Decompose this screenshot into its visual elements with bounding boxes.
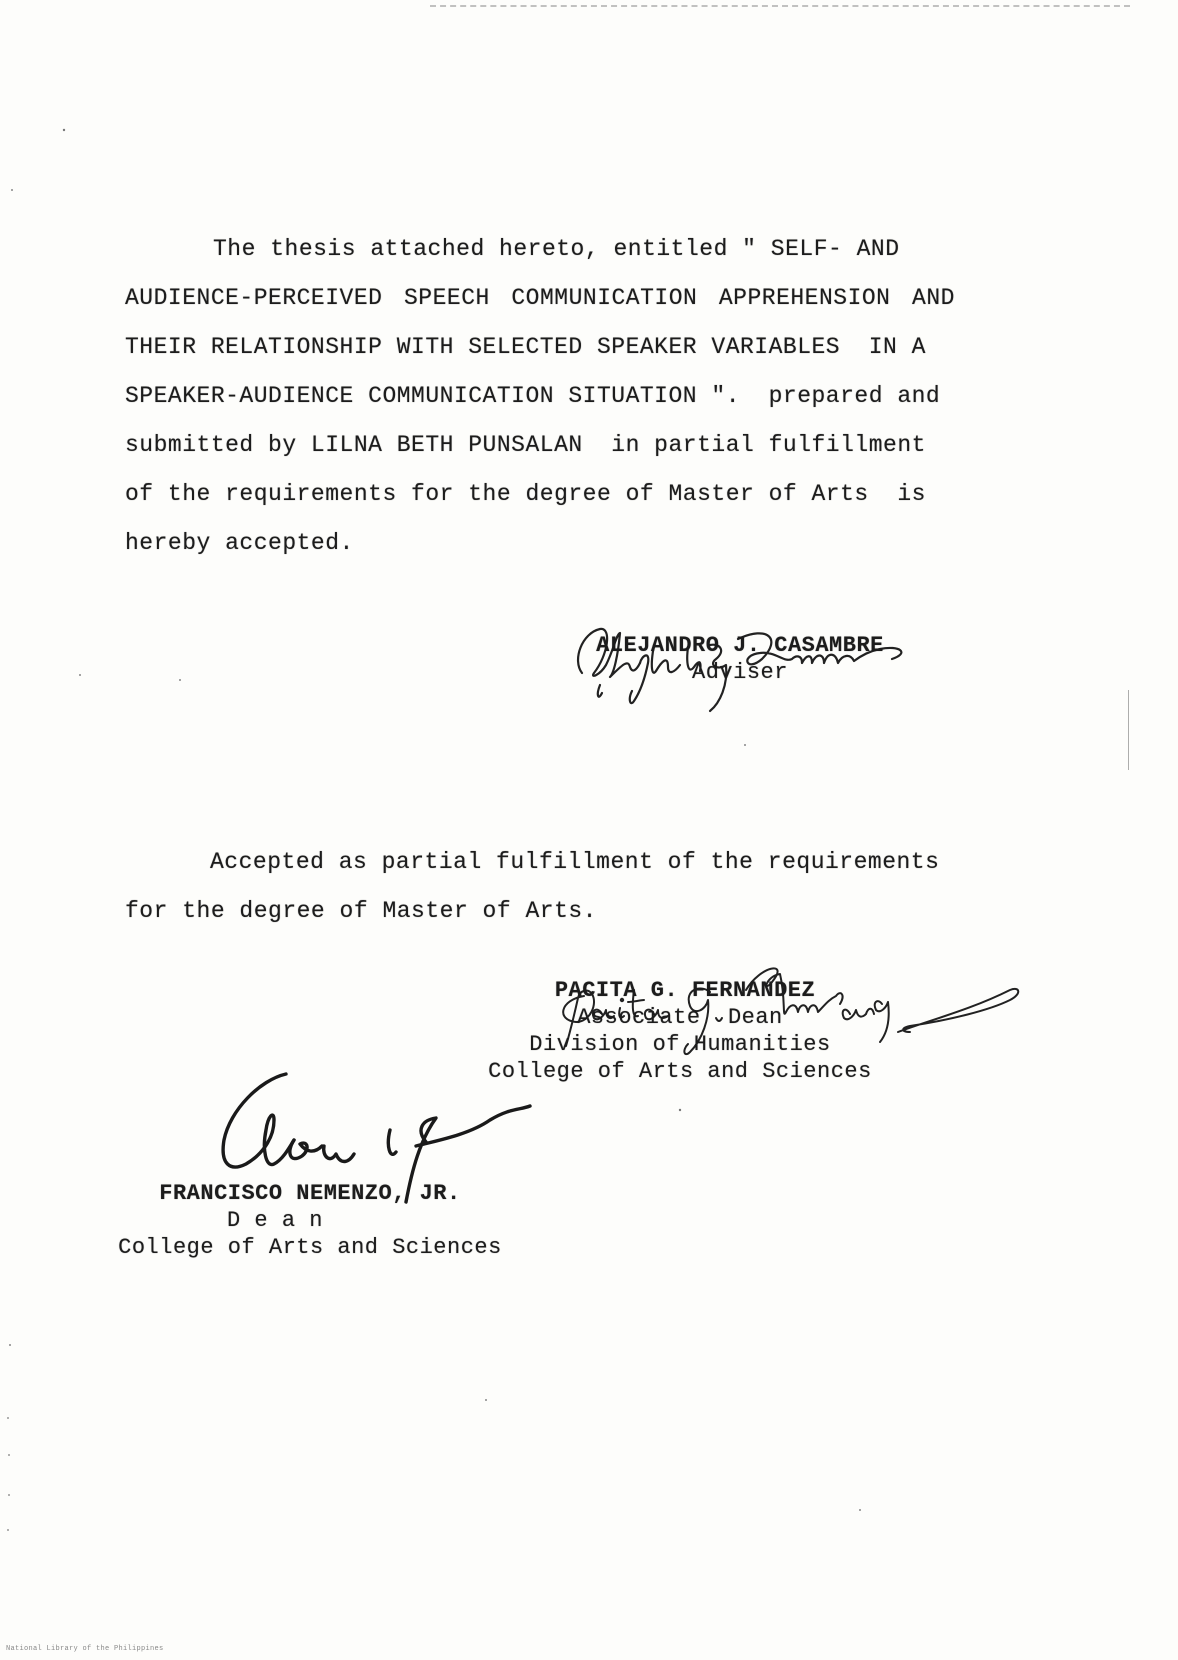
thesis-acceptance-paragraph [125,225,955,568]
adviser-signature-block [560,632,920,686]
paragraph-word: SPEECH [404,285,490,311]
associate-dean-name: PACITA G. FERNANDEZ [554,978,816,1003]
paragraph-line: Accepted as partial fulfillment of the requirements [210,849,940,875]
paragraph-word: AUDIENCE-PERCEIVED [125,285,383,311]
associate-dean-division: Division of Humanities [529,1032,831,1057]
paragraph-line [125,274,955,323]
paragraph-line: for the degree of Master of Arts. [125,898,597,924]
degree-acceptance-paragraph [125,838,965,936]
paragraph-line: submitted by LILNA BETH PUNSALAN in partial fulfillment [125,432,926,458]
scan-edge-line [430,5,1130,7]
dean-name: FRANCISCO NEMENZO, JR. [159,1181,461,1206]
paragraph-line: The thesis attached hereto, entitled " SELF- AND [213,236,900,262]
adviser-title: Adviser [692,660,788,685]
paragraph-line: of the requirements for the degree of Master of Arts is [125,481,926,507]
paragraph-line: SPEAKER-AUDIENCE COMMUNICATION SITUATION ". prepared and [125,383,941,409]
paragraph-line: hereby accepted. [125,530,354,556]
paragraph-line: THEIR RELATIONSHIP WITH SELECTED SPEAKER VARIABLES IN A [125,334,926,360]
dean-title: D e a n [227,1208,323,1233]
associate-dean-college: College of Arts and Sciences [488,1059,872,1084]
scan-footer-note: National Library of the Philippines [6,1645,164,1653]
scan-edge-mark [1128,690,1129,770]
dean-signature-block [110,1180,510,1261]
paragraph-word: APPREHENSION [718,285,891,311]
paragraph-word: COMMUNICATION [511,285,698,311]
dean-college: College of Arts and Sciences [118,1235,502,1260]
paragraph-word: AND [912,285,955,311]
associate-dean-title: Associate Dean [577,1005,783,1030]
adviser-name: ALEJANDRO J. CASAMBRE [596,633,884,658]
